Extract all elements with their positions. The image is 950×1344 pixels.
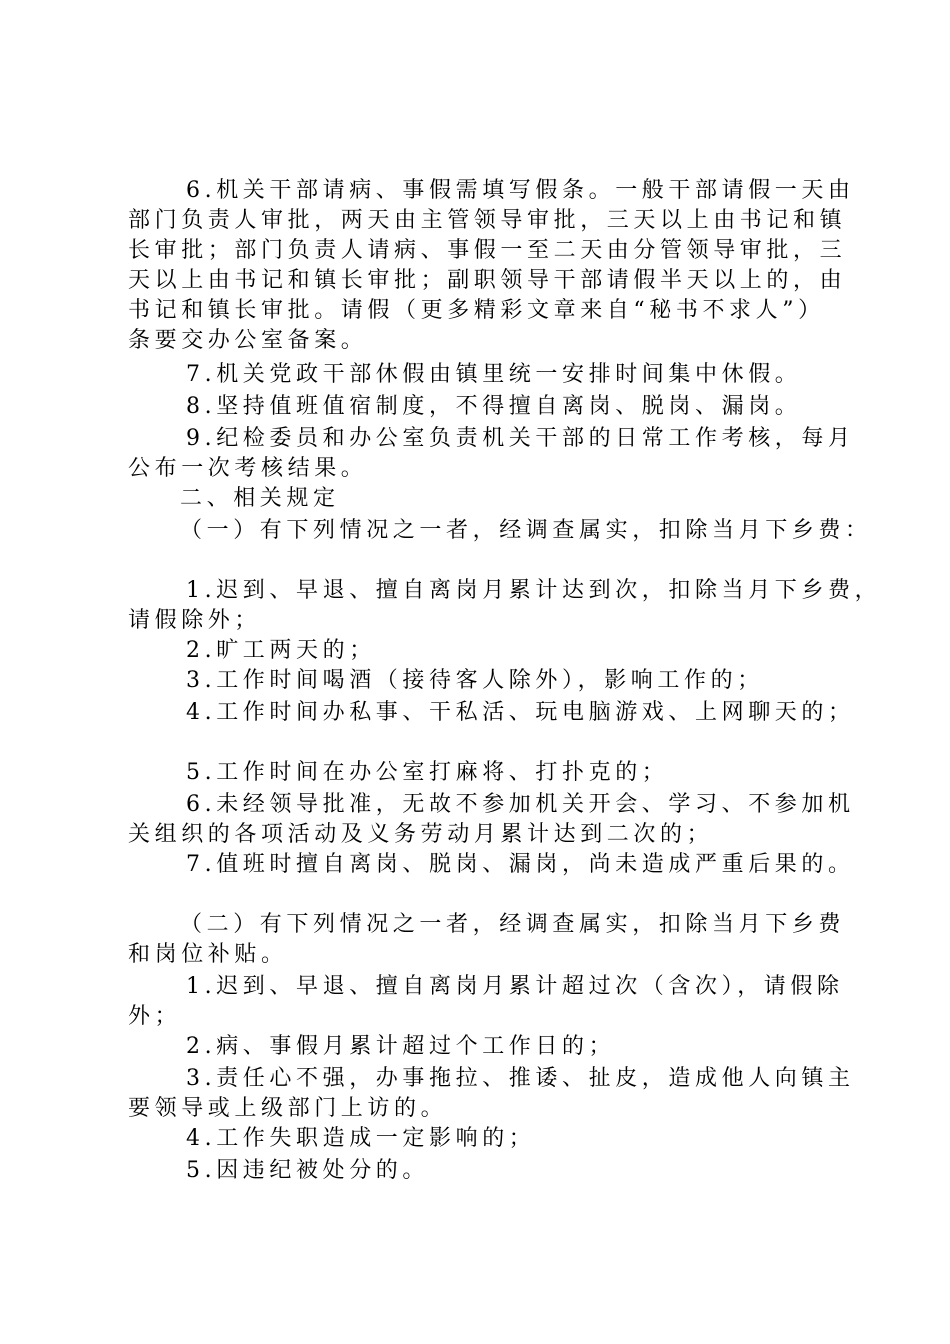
paragraph-line: 请假除外； (128, 608, 262, 633)
section-heading: 二、相关规定 (180, 486, 340, 511)
paragraph-line: 和岗位补贴。 (128, 942, 288, 967)
paragraph-line: 6.未经领导批准，无故不参加机关开会、学习、不参加机 (186, 792, 855, 817)
paragraph-line: 书记和镇长审批。请假（更多精彩文章来自“秘书不求人”） (128, 298, 825, 323)
paragraph-line: 公布一次考核结果。 (128, 456, 368, 481)
paragraph-line: 3.工作时间喝酒（接待客人除外），影响工作的； (186, 668, 764, 693)
paragraph-line: 9.纪检委员和办公室负责机关干部的日常工作考核，每月 (186, 426, 855, 451)
paragraph-line: 2.病、事假月累计超过个工作日的； (186, 1034, 616, 1059)
paragraph-line: 部门负责人审批，两天由主管领导审批，三天以上由书记和镇 (128, 208, 847, 233)
paragraph-line: 1.迟到、早退、擅自离岗月累计达到次，扣除当月下乡费， (186, 578, 882, 603)
paragraph-line: 2.旷工两天的； (186, 638, 376, 663)
paragraph-line: 7.机关党政干部休假由镇里统一安排时间集中休假。 (186, 362, 802, 387)
subsection-heading: （一）有下列情况之一者，经调查属实，扣除当月下乡费： (180, 518, 872, 543)
subsection-heading: （二）有下列情况之一者，经调查属实，扣除当月下乡费 (180, 912, 846, 937)
paragraph-line: 7.值班时擅自离岗、脱岗、漏岗，尚未造成严重后果的。 (186, 852, 855, 877)
paragraph-line: 天以上由书记和镇长审批；副职领导干部请假半天以上的，由 (128, 268, 847, 293)
paragraph-line: 要领导或上级部门上访的。 (128, 1096, 448, 1121)
paragraph-line: 4.工作失职造成一定影响的； (186, 1126, 536, 1151)
paragraph-line: 8.坚持值班值宿制度，不得擅自离岗、脱岗、漏岗。 (186, 394, 802, 419)
paragraph-line: 长审批；部门负责人请病、事假一至二天由分管领导审批，三 (128, 238, 847, 263)
paragraph-line: 4.工作时间办私事、干私活、玩电脑游戏、上网聊天的； (186, 700, 855, 725)
paragraph-line: 6.机关干部请病、事假需填写假条。一般干部请假一天由 (186, 178, 855, 203)
paragraph-line: 1.迟到、早退、擅自离岗月累计超过次（含次），请假除 (186, 974, 844, 999)
paragraph-line: 条要交办公室备案。 (128, 328, 368, 353)
paragraph-line: 5.因违纪被处分的。 (186, 1158, 429, 1183)
paragraph-line: 3.责任心不强，办事拖拉、推诿、扯皮，造成他人向镇主 (186, 1066, 855, 1091)
paragraph-line: 5.工作时间在办公室打麻将、打扑克的； (186, 760, 669, 785)
paragraph-line: 外； (128, 1004, 182, 1029)
paragraph-line: 关组织的各项活动及义务劳动月累计达到二次的； (128, 822, 714, 847)
